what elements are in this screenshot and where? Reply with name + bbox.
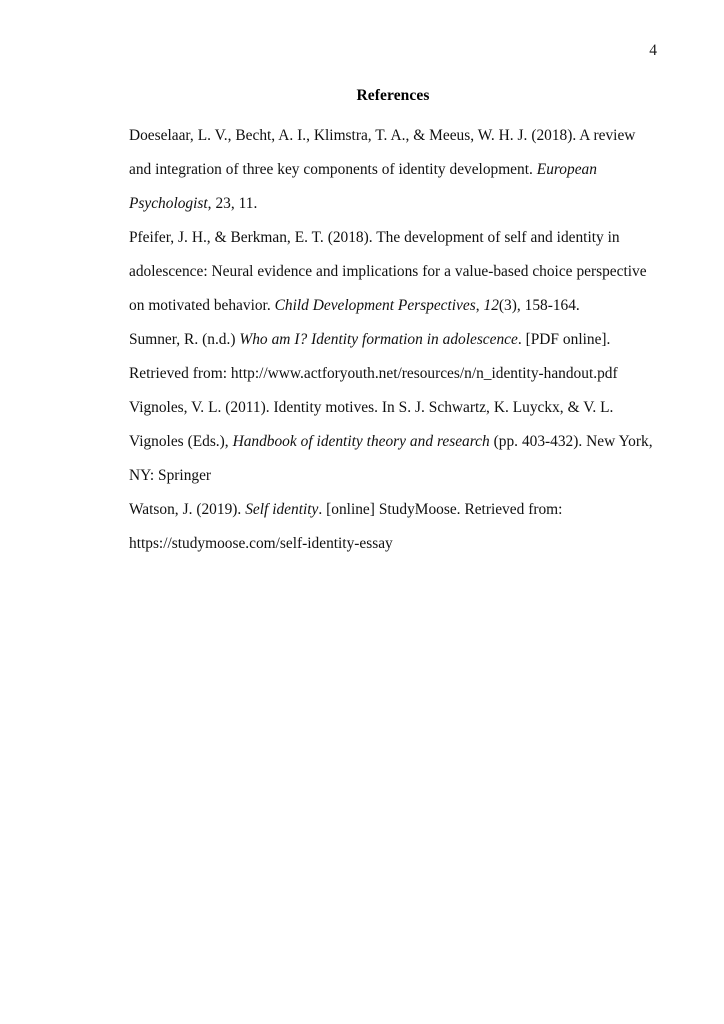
reference-list — [129, 119, 658, 561]
reference-entry — [129, 119, 658, 221]
reference-text: Sumner, R. (n.d.) — [129, 331, 240, 348]
reference-entry — [129, 493, 658, 561]
reference-text: (pp. 403-432). New York, NY: Springer — [129, 433, 653, 484]
reference-text: , — [475, 297, 484, 314]
reference-title-italic: Who am I? Identity formation in adolescence — [239, 331, 518, 348]
reference-entry — [129, 221, 658, 323]
reference-entry — [129, 391, 658, 493]
reference-text: , 23, 11. — [207, 195, 258, 212]
page-title: References — [356, 87, 430, 104]
reference-text: (3), 158-164. — [498, 297, 580, 314]
reference-text: Doeselaar, L. V., Becht, A. I., Klimstra, T. A., & Meeus, W. H. J. (2018). A review and integration of three key components of identity development. — [129, 127, 636, 178]
reference-title-italic: European Psychologist — [129, 161, 597, 212]
reference-title-italic: Child Development Perspectives — [274, 297, 476, 314]
reference-entry — [129, 323, 658, 391]
reference-title-italic: Handbook of identity theory and research — [232, 433, 490, 450]
reference-text: Watson, J. (2019). — [129, 501, 246, 518]
reference-text: . [PDF online]. Retrieved from: http://www.actforyouth.net/resources/n/n_identity-handout.pdf — [129, 331, 618, 382]
page-number: 4 — [649, 42, 657, 59]
reference-text: Pfeifer, J. H., & Berkman, E. T. (2018). The development of self and identity in adolescence: Neural evidence and implications for a value-based choice perspective on motivated behavior. — [129, 229, 647, 314]
reference-title-italic: 12 — [483, 297, 499, 314]
reference-title-italic: Self identity — [245, 501, 319, 518]
reference-text: Vignoles, V. L. (2011). Identity motives. In S. J. Schwartz, K. Luyckx, & V. L. Vignoles (Eds.), — [129, 399, 614, 450]
reference-text: . [online] StudyMoose. Retrieved from: https://studymoose.com/self-identity-essay — [129, 501, 563, 552]
